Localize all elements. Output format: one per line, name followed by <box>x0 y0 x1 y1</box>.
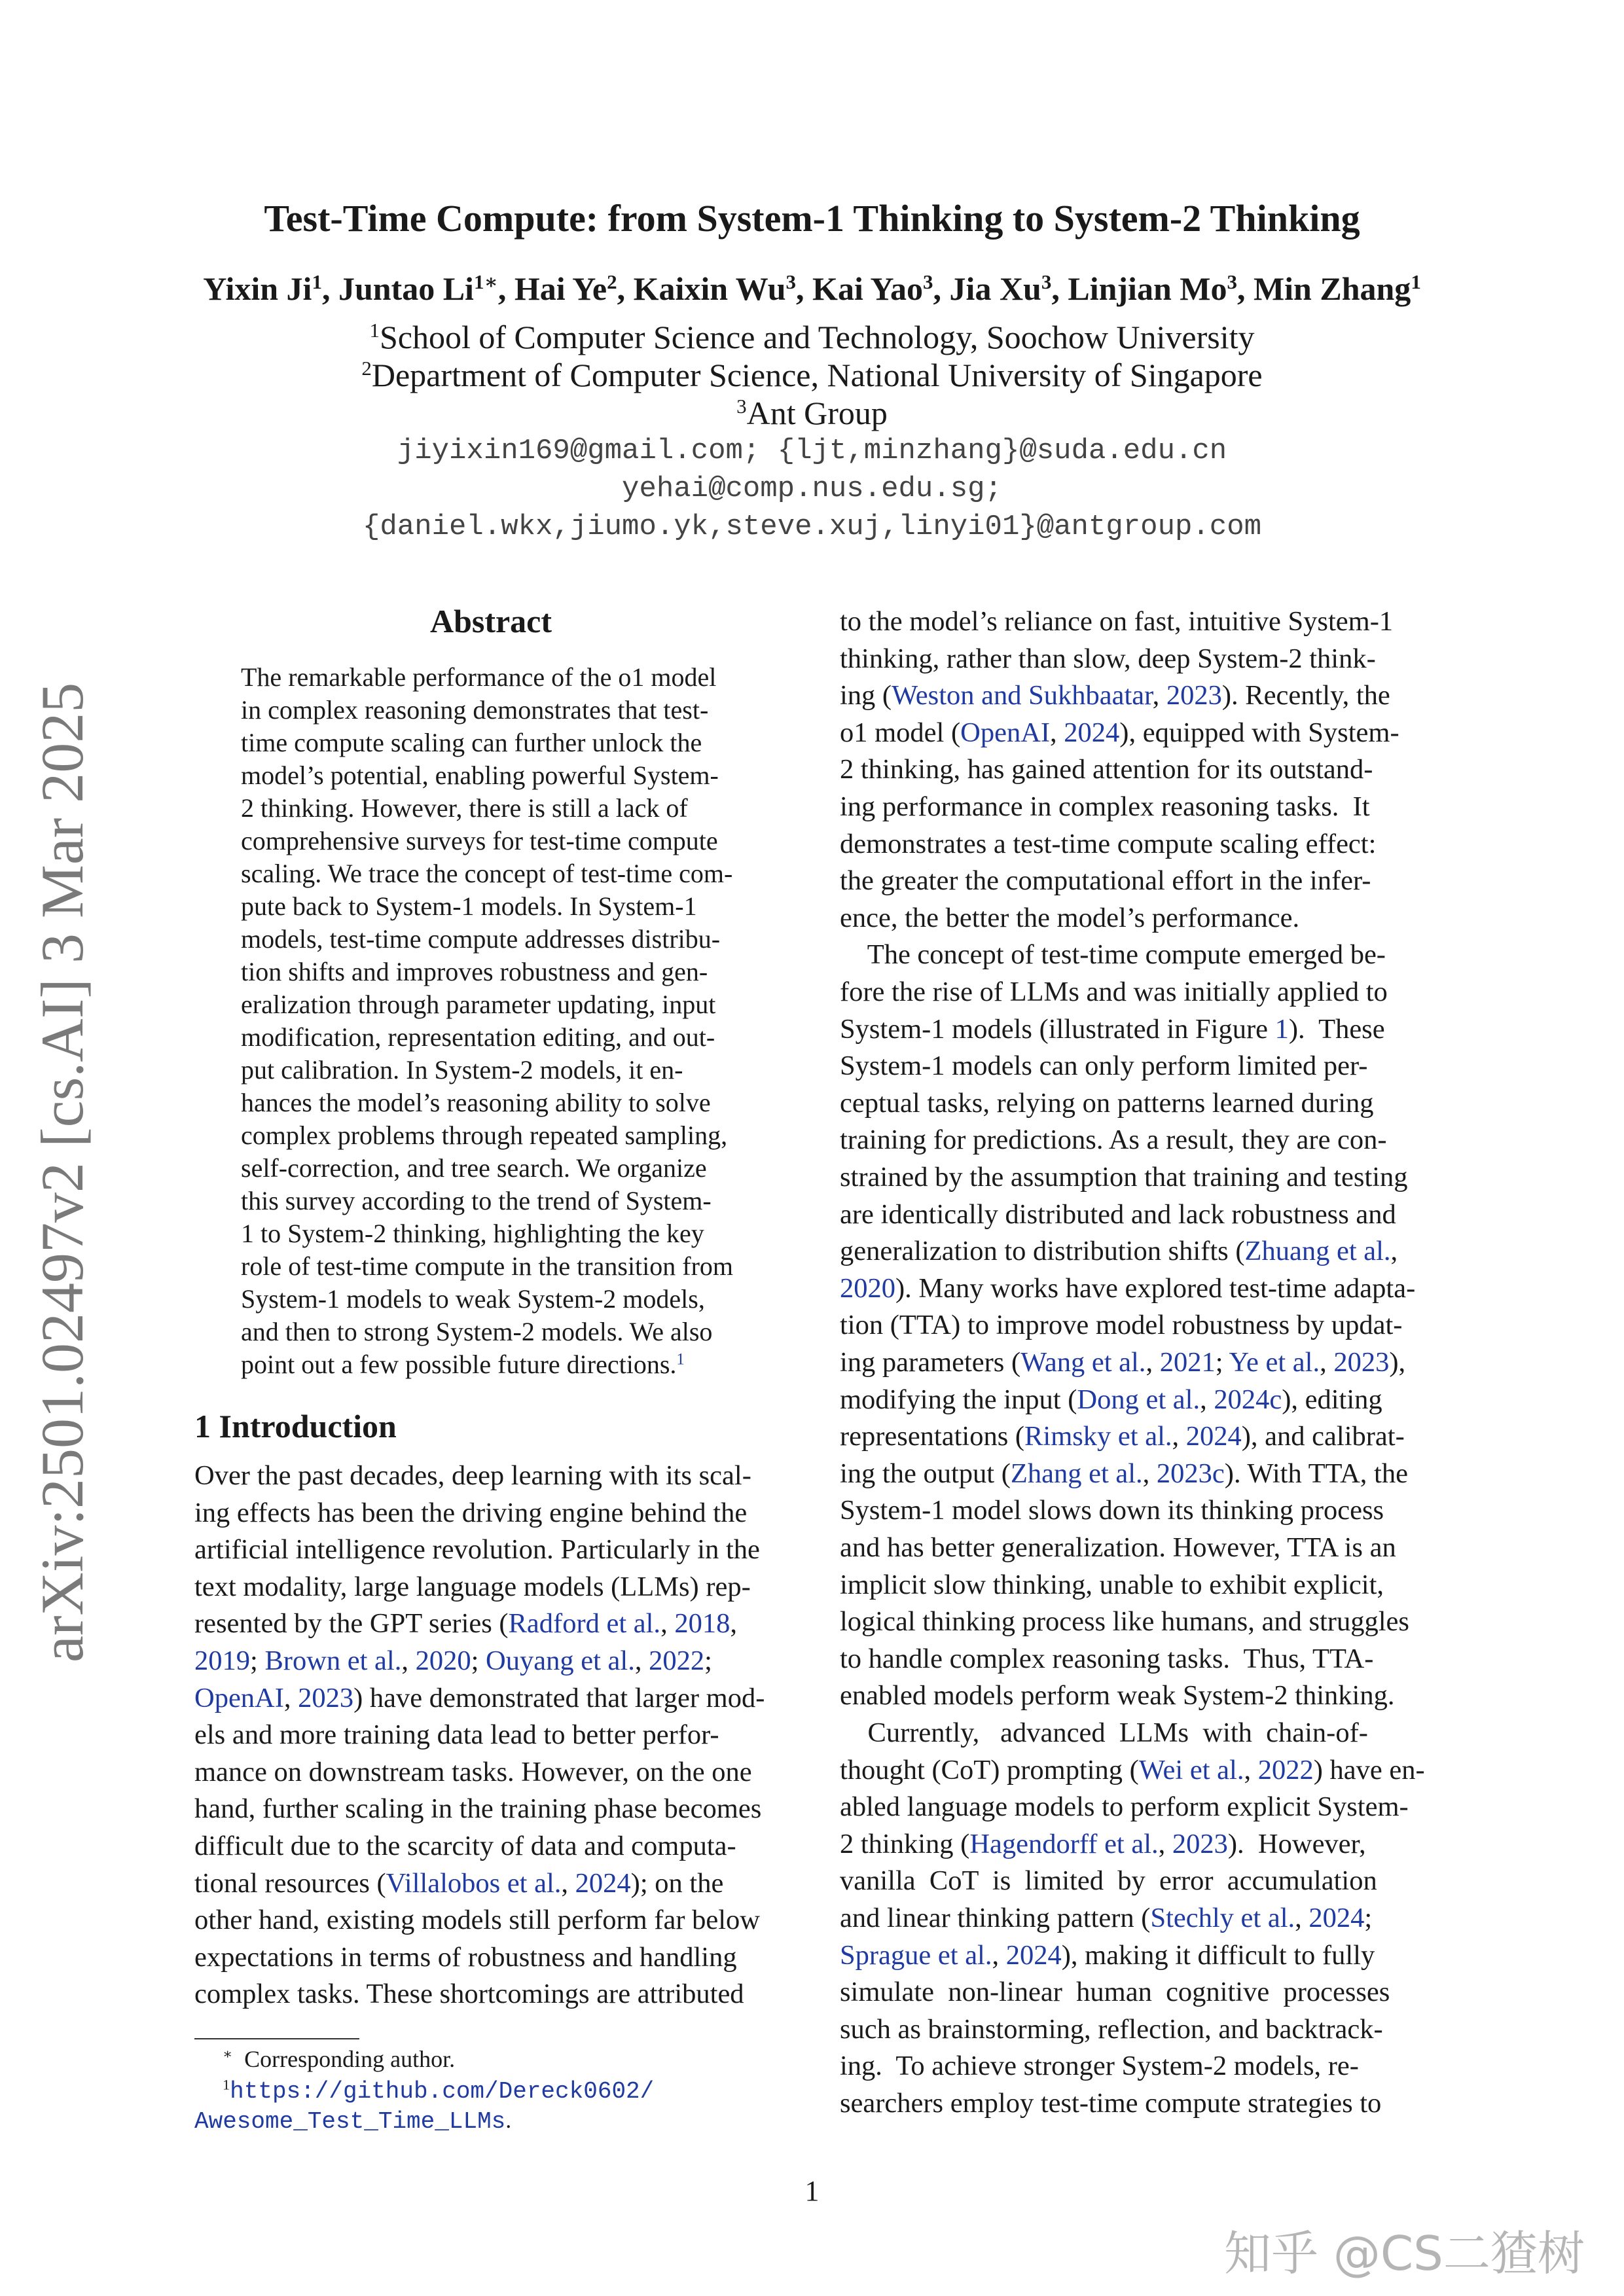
abstract-line: this survey according to the trend of System- <box>241 1186 712 1215</box>
text-line: tional resources (Villalobos et al., 2024); on the <box>194 1867 724 1899</box>
affiliation-3: $^3$Ant Group <box>736 394 888 431</box>
text-line: ceptual tasks, relying on patterns learned during <box>840 1087 1374 1119</box>
citation-link[interactable]: Wei et al. <box>1138 1754 1244 1785</box>
text-line: representations (Rimsky et al., 2024), and calibrat- <box>840 1421 1405 1452</box>
citation-link[interactable]: 2024 <box>1185 1421 1242 1452</box>
text-line: the greater the computational effort in the infer- <box>840 865 1371 897</box>
citation-link[interactable]: 2023 <box>298 1682 354 1713</box>
email-line-2: yehai@comp.nus.edu.sg; <box>622 473 1002 505</box>
text-line: System-1 models can only perform limited per- <box>840 1050 1368 1082</box>
citation-link[interactable]: 2020 <box>840 1272 895 1304</box>
author-name: Hai Ye$^2$ <box>514 270 617 307</box>
citation-link[interactable]: 2021 <box>1159 1347 1216 1378</box>
citation-link[interactable]: 2023 <box>1333 1347 1390 1378</box>
citation-link[interactable]: 2018 <box>674 1608 731 1640</box>
text-line: resented by the GPT series (Radford et al., 2018, <box>194 1608 737 1640</box>
citation-link[interactable]: Weston and Sukhbaatar <box>892 680 1153 711</box>
text-line: demonstrates a test-time compute scaling effect: <box>840 828 1377 859</box>
text-line: abled language models to perform explicit System- <box>840 1791 1409 1823</box>
text-line: ing parameters (Wang et al., 2021; Ye et al., 2023), <box>840 1347 1406 1378</box>
citation-link[interactable]: Ye et al. <box>1229 1347 1320 1378</box>
text-line: strained by the assumption that training and testing <box>840 1162 1408 1193</box>
text-line: Sprague et al., 2024), making it difficult to fully <box>840 1939 1375 1971</box>
abstract-line: 1 to System-2 thinking, highlighting the key <box>241 1219 704 1248</box>
text-line: System-1 model slows down its thinking process <box>840 1495 1384 1526</box>
text-line: ing effects has been the driving engine behind the <box>194 1497 748 1528</box>
affiliation-2: $^2$Department of Computer Science, National University of Singapore <box>361 356 1263 393</box>
author-name: Min Zhang$^1$ <box>1253 270 1421 307</box>
citation-link[interactable]: OpenAI <box>194 1682 284 1713</box>
abstract-line: modification, representation editing, and out- <box>241 1022 715 1052</box>
text-line: 2020). Many works have explored test-time adapta- <box>840 1272 1416 1304</box>
citation-link[interactable]: 2022 <box>1257 1754 1314 1785</box>
author-name: Yixin Ji$^1$ <box>203 270 322 307</box>
footnote-corresponding: ∗ Corresponding author. <box>223 2045 456 2072</box>
abstract-line: tion shifts and improves robustness and gen- <box>241 957 708 986</box>
author-name: Linjian Mo$^3$ <box>1068 270 1237 307</box>
text-line: fore the rise of LLMs and was initially applied to <box>840 977 1388 1007</box>
page-number: 1 <box>804 2175 820 2207</box>
citation-link[interactable]: 2024c <box>1214 1384 1282 1415</box>
citation-link[interactable]: 2023c <box>1156 1458 1225 1489</box>
citation-link[interactable]: Hagendorff et al. <box>969 1828 1159 1859</box>
abstract-line: put calibration. In System-2 models, it en- <box>241 1055 683 1085</box>
citation-link[interactable]: 2022 <box>649 1645 705 1676</box>
citation-link[interactable]: 2023 <box>1166 680 1222 711</box>
text-line: implicit slow thinking, unable to exhibit explicit, <box>840 1569 1384 1600</box>
abstract-line: point out a few possible future directions.$^1$ <box>241 1350 685 1379</box>
abstract-line: 2 thinking. However, there is still a lack of <box>241 793 688 823</box>
text-line: to handle complex reasoning tasks. Thus, TTA- <box>840 1643 1374 1674</box>
citation-link[interactable]: 2023 <box>1172 1828 1228 1859</box>
abstract-line: model’s potential, enabling powerful System- <box>241 761 719 790</box>
text-line: tion (TTA) to improve model robustness by updat- <box>840 1310 1403 1341</box>
citation-link[interactable]: 2024 <box>1308 1903 1365 1933</box>
text-line: o1 model (OpenAI, 2024), equipped with System- <box>840 717 1399 748</box>
text-line: ence, the better the model’s performance. <box>840 902 1300 933</box>
email-line-1: jiyixin169@gmail.com; {ljt,minzhang}@suda.edu.cn <box>397 435 1227 467</box>
text-line: simulate non-linear human cognitive processes <box>840 1977 1390 2008</box>
abstract-line: scaling. We trace the concept of test-time com- <box>241 859 733 888</box>
text-line: thought (CoT) prompting (Wei et al., 2022) have en- <box>840 1754 1425 1785</box>
paper-title: Test-Time Compute: from System-1 Thinking to System-2 Thinking <box>264 197 1360 240</box>
zhihu-watermark: 知乎 @CS二猹树 <box>1224 2226 1585 2281</box>
text-line: thinking, rather than slow, deep System-2 think- <box>840 643 1376 674</box>
text-line: are identically distributed and lack robustness and <box>840 1198 1396 1230</box>
citation-link[interactable]: Sprague et al. <box>840 1939 992 1971</box>
citation-link[interactable]: Brown et al. <box>264 1645 402 1676</box>
text-line: ing the output (Zhang et al., 2023c). With TTA, the <box>840 1458 1408 1489</box>
text-line: ing performance in complex reasoning tasks. It <box>840 791 1370 822</box>
author-name: Kaixin Wu$^3$ <box>633 270 797 307</box>
text-line: Over the past decades, deep learning with its scal- <box>194 1460 751 1491</box>
citation-link[interactable]: 2024 <box>1005 1939 1062 1971</box>
citation-link[interactable]: Zhuang et al. <box>1244 1236 1391 1267</box>
citation-link[interactable]: Stechly et al. <box>1150 1903 1295 1933</box>
author-list: Yixin Ji$^1$, Juntao $Li^{1∗}$, Hai Ye$^2$, Kaixin Wu$^3$, Kai Yao$^3$, Jia Xu$^3$, Linjian Mo$^3$, Min Zhang$^1$ <box>203 270 1421 307</box>
author-name: Jia Xu$^3$ <box>949 270 1052 307</box>
citation-link[interactable]: Rimsky et al. <box>1024 1421 1172 1452</box>
abstract-line: hances the model’s reasoning ability to solve <box>241 1088 711 1117</box>
text-line: complex tasks. These shortcomings are attributed <box>194 1979 744 2010</box>
text-line: searchers employ test-time compute strategies to <box>840 2088 1382 2119</box>
text-line: training for predictions. As a result, they are con- <box>840 1124 1387 1156</box>
text-line: other hand, existing models still perform far below <box>194 1905 760 1936</box>
arxiv-side-stamp: arXiv:2501.02497v2 [cs.AI] 3 Mar 2025 <box>29 682 96 1662</box>
text-line: modifying the input (Dong et al., 2024c), editing <box>840 1384 1382 1415</box>
citation-link[interactable]: Dong et al. <box>1077 1384 1200 1415</box>
abstract-line: in complex reasoning demonstrates that test- <box>241 695 709 725</box>
citation-link[interactable]: 2024 <box>1064 717 1120 748</box>
citation-link[interactable]: OpenAI <box>960 717 1051 748</box>
text-line: and linear thinking pattern (Stechly et al., 2024; <box>840 1903 1373 1933</box>
text-line: System-1 models (illustrated in Figure 1). These <box>840 1013 1385 1045</box>
text-line: Currently, advanced LLMs with chain-of- <box>840 1717 1368 1748</box>
text-line: mance on downstream tasks. However, on the one <box>194 1756 752 1787</box>
text-line: vanilla CoT is limited by error accumulation <box>840 1865 1377 1897</box>
citation-link[interactable]: Zhang et al. <box>1010 1458 1143 1489</box>
footnote-rule <box>194 2038 359 2039</box>
citation-link[interactable]: 2024 <box>575 1867 631 1899</box>
abstract-line: role of test-time compute in the transition from <box>241 1251 734 1281</box>
citation-link[interactable]: 1 <box>1274 1013 1289 1045</box>
abstract-line: System-1 models to weak System-2 models, <box>241 1284 705 1314</box>
abstract-line: and then to strong System-2 models. We also <box>241 1317 713 1346</box>
text-line: ing (Weston and Sukhbaatar, 2023). Recently, the <box>840 680 1390 711</box>
abstract-line: comprehensive surveys for test-time compute <box>241 826 718 855</box>
abstract-heading: Abstract <box>429 603 552 639</box>
text-line: 2 thinking, has gained attention for its outstand- <box>840 754 1373 785</box>
text-line: expectations in terms of robustness and handling <box>194 1941 737 1973</box>
footnote-url[interactable]: $^1$https://github.com/Dereck0602/ <box>223 2076 655 2105</box>
citation-link[interactable]: 2019 <box>194 1645 250 1676</box>
email-line-3: {daniel.wkx,jiumo.yk,steve.xuj,linyi01}@antgroup.com <box>362 511 1262 543</box>
text-line: ing. To achieve stronger System-2 models, re- <box>840 2051 1359 2082</box>
abstract-line: The remarkable performance of the o1 model <box>241 662 717 692</box>
text-line: OpenAI, 2023) have demonstrated that larger mod- <box>194 1682 765 1713</box>
citation-link[interactable]: 2020 <box>415 1645 471 1676</box>
abstract-line: pute back to System-1 models. In System-1 <box>241 891 697 921</box>
text-line: hand, further scaling in the training phase becomes <box>194 1793 762 1825</box>
footnote-url-continued[interactable]: Awesome_Test_Time_LLMs. <box>194 2107 512 2135</box>
citation-link[interactable]: Villalobos et al. <box>386 1867 562 1899</box>
text-line: difficult due to the scarcity of data and computa- <box>194 1831 736 1861</box>
section-heading-introduction: 1 Introduction <box>194 1408 397 1444</box>
text-line: artificial intelligence revolution. Particularly in the <box>194 1534 760 1566</box>
text-line: and has better generalization. However, TTA is an <box>840 1532 1396 1563</box>
text-line: such as brainstorming, reflection, and backtrack- <box>840 2013 1383 2045</box>
text-line: enabled models perform weak System-2 thinking. <box>840 1680 1395 1712</box>
text-line: The concept of test-time compute emerged be- <box>840 939 1386 971</box>
abstract-line: self-correction, and tree search. We organize <box>241 1153 707 1183</box>
text-line: logical thinking process like humans, and struggles <box>840 1606 1409 1638</box>
abstract-line: time compute scaling can further unlock the <box>241 728 702 757</box>
citation-link[interactable]: Radford et al. <box>508 1608 661 1640</box>
abstract-line: complex problems through repeated sampling, <box>241 1121 728 1150</box>
author-name: Juntao $Li^{1∗}$ <box>338 270 498 307</box>
text-line: 2 thinking (Hagendorff et al., 2023). However, <box>840 1828 1366 1859</box>
text-line: generalization to distribution shifts (Zhuang et al., <box>840 1236 1398 1267</box>
abstract-line: eralization through parameter updating, input <box>241 990 716 1019</box>
abstract-line: models, test-time compute addresses distribu- <box>241 924 721 954</box>
text-line: 2019; Brown et al., 2020; Ouyang et al., 2022; <box>194 1645 712 1676</box>
citation-link[interactable]: Ouyang et al. <box>486 1645 635 1676</box>
affiliation-1: $^1$School of Computer Science and Technology, Soochow University <box>369 318 1255 355</box>
citation-link[interactable]: Wang et al. <box>1020 1347 1146 1378</box>
text-line: to the model’s reliance on fast, intuitive System-1 <box>840 606 1394 637</box>
text-line: text modality, large language models (LLMs) rep- <box>194 1571 751 1602</box>
author-name: Kai Yao$^3$ <box>812 270 933 307</box>
text-line: els and more training data lead to better perfor- <box>194 1719 719 1751</box>
